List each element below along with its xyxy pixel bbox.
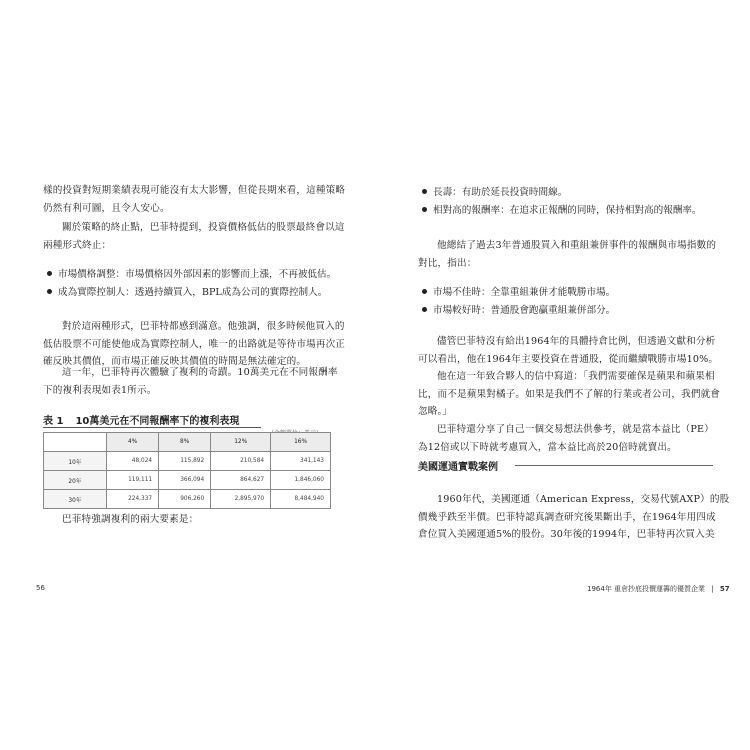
paragraph-3	[43, 318, 345, 371]
paragraph-1	[43, 182, 345, 217]
text-line: 關於策略的終止點，巴菲特提到，投資價格低估的股票最終會以這	[62, 222, 345, 233]
bullet-item	[47, 266, 336, 284]
table-cell: 119,111	[107, 471, 159, 490]
text-line: 確反映其價值，而市場正確反映其價值的時間是無法確定的。	[43, 356, 307, 367]
text-line: 巴菲特還分享了自己一個交易想法供參考，就是當本益比（PE）	[437, 424, 714, 435]
table-number: 表 1	[43, 416, 64, 427]
table-cell: 115,892	[159, 452, 211, 471]
section-title: 美國運通實戰案例	[418, 462, 498, 473]
text-line: 可以看出，他在1964年主要投資在普通股，從而繼續戰勝市場10%。	[418, 353, 719, 365]
paragraph-4	[418, 421, 714, 456]
table-row	[44, 490, 331, 509]
paragraph-3	[418, 368, 720, 421]
text-line: 對於這兩種形式，巴菲特都感到滿意。他強調，很多時候他買入的	[62, 321, 345, 332]
table-cell: 864,627	[211, 471, 271, 490]
table-header-row	[44, 433, 331, 452]
paragraph-5	[418, 491, 729, 544]
table-header-cell: 12%	[211, 433, 271, 452]
paragraph-2	[43, 219, 345, 254]
text-line: 他在這一年致合夥人的信中寫道：「我們需要確保是蘋果和蘋果相	[437, 371, 715, 382]
text-line: 倉位買入美國運通5%的股份。30年後的1994年，巴菲特再次買入美	[418, 529, 715, 540]
table-cell: 1,846,060	[271, 471, 331, 490]
table-row	[44, 452, 331, 471]
table-caption-rule	[43, 427, 261, 428]
table-cell: 224,337	[107, 490, 159, 509]
text-line: 1960年代，美國運通（American Express，交易代號AXP）的股	[437, 494, 730, 505]
paragraph-5	[62, 511, 198, 529]
paragraph-1	[418, 237, 716, 272]
table-cell: 8,484,940	[271, 490, 331, 509]
table-header-cell: 4%	[107, 433, 159, 452]
text-line: 仍然有利可圖，且令人安心。	[43, 202, 170, 214]
bullet-item	[422, 202, 702, 220]
table-cell: 210,584	[211, 452, 271, 471]
table-cell: 906,260	[159, 490, 211, 509]
bullet-dot-icon	[47, 289, 52, 294]
folio-divider: |	[711, 585, 714, 593]
text-line: 為12倍或以下時就考慮買入，當本益比高於20倍時就賣出。	[418, 441, 677, 453]
text-line: 他總結了過去3年普通股買入和重組兼併事件的報酬與市場指數的	[437, 240, 717, 251]
bullet-item	[422, 302, 615, 320]
table-header-cell: 16%	[271, 433, 331, 452]
text-line: 巴菲特強調複利的兩大要素是：	[62, 514, 199, 525]
bullet-dot-icon	[47, 271, 52, 276]
section-title-rule	[515, 465, 713, 466]
bullet-text: 相對高的報酬率：在追求正報酬的同時，保持相對高的報酬率。	[433, 205, 702, 216]
compound-interest-table	[43, 432, 331, 509]
running-head	[587, 584, 730, 594]
text-line: 低估股票不可能使他成為實際控制人，唯一的出路就是等待市場再次正	[43, 338, 346, 350]
bullet-item	[422, 184, 567, 202]
bullet-dot-icon	[422, 189, 427, 194]
text-line: 這一年，巴菲特再次體驗了複利的奇蹟。10萬美元在不同報酬率	[62, 367, 338, 378]
page-number: 57	[719, 585, 730, 593]
bullet-text: 市場較好時：普通股會跑贏重組兼併部分。	[433, 305, 616, 316]
table-cell: 366,094	[159, 471, 211, 490]
table-corner-cell	[44, 433, 107, 452]
right-page	[375, 0, 750, 750]
text-line: 對比，指出：	[418, 257, 477, 269]
bullet-dot-icon	[422, 307, 427, 312]
table-cell: 341,143	[271, 452, 331, 471]
bullet-item	[422, 284, 615, 302]
bullet-dot-icon	[422, 289, 427, 294]
table-row-label: 10年	[44, 452, 107, 471]
bullet-text: 市場價格調整：市場價格因外部因素的影響而上漲，不再被低估。	[58, 269, 337, 280]
page-number: 56	[36, 584, 45, 592]
table-row-label: 30年	[44, 490, 107, 509]
table-row-label: 20年	[44, 471, 107, 490]
text-line: 樣的投資對短期業績表現可能沒有太大影響，但從長期來看，這種策略	[43, 185, 346, 196]
text-line: 忽略。」	[418, 406, 453, 417]
bullet-item	[47, 284, 327, 302]
paragraph-2	[418, 333, 718, 368]
table-cell: 48,024	[107, 452, 159, 471]
table-header-cell: 8%	[159, 433, 211, 452]
table-cell: 2,895,970	[211, 490, 271, 509]
text-line: 下的複利表現如表1所示。	[43, 384, 157, 396]
bullet-dot-icon	[422, 207, 427, 212]
running-head-text: 1964年 重倉抄底投價運籌的優質企業	[587, 585, 706, 593]
table-row	[44, 471, 331, 490]
text-line: 儘管巴菲特沒有給出1964年的具體持倉比例，但透過文獻和分析	[437, 336, 716, 347]
paragraph-4	[43, 364, 338, 399]
text-line: 比，而不是蘋果對橘子。如果是我們不了解的行業或者公司，我們就會	[418, 388, 721, 400]
table-title: 10萬美元在不同報酬率下的複利表現	[75, 416, 240, 427]
text-line: 兩種形式終止：	[43, 239, 112, 251]
bullet-text: 長壽：有助於延長投資時間線。	[433, 187, 568, 198]
table-caption	[43, 412, 239, 427]
text-line: 價幾乎跌至半價。巴菲特認真調查研究後果斷出手，在1964年用四成	[418, 511, 716, 523]
bullet-text: 成為實際控制人：透過持續買入，BPL成為公司的實際控制人。	[58, 287, 328, 298]
bullet-text: 市場不佳時：全靠重組兼併才能戰勝市場。	[433, 287, 616, 298]
